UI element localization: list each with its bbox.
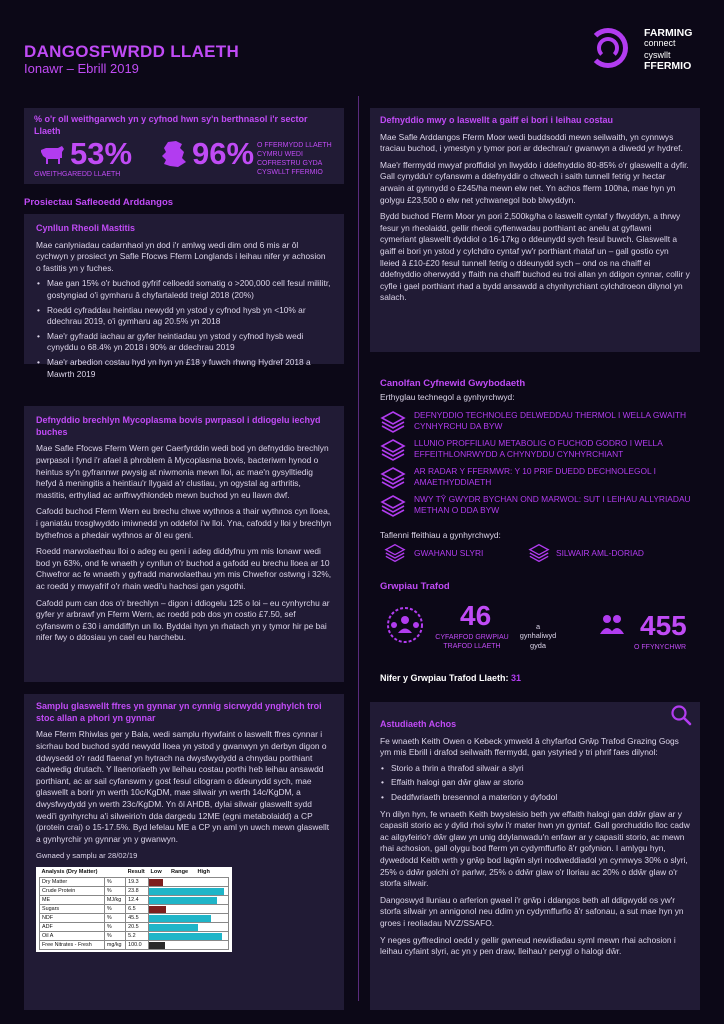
- table-cell: ME: [40, 896, 105, 905]
- article-link[interactable]: LLUNIO PROFFILIAU METABOLIG O FUCHOD GODRO I WELLA EFFEITHLONRWYDD A CHYNYDDU CYNHYRCHIANT: [414, 438, 663, 459]
- grazed-grass-title: Defnyddio mwy o laswellt a gaiff ei bori i leihau costau: [380, 115, 614, 125]
- table-cell: [149, 923, 229, 932]
- sampled-date: Gwnaed y samplu ar 28/02/19: [36, 851, 138, 861]
- grass-analysis-table: [36, 867, 232, 953]
- range-bar: [149, 888, 224, 895]
- table-cell: 6.5: [126, 905, 149, 914]
- table-cell: 5.2: [126, 932, 149, 941]
- registered-farms-percent: 96%: [192, 136, 255, 171]
- paragraph: Cafodd pum can dos o'r brechlyn – digon i ddiogelu 125 o loi – eu cynhyrchu ar gyfer yr arbrawf yn Fferm Wern, ac roedd pob dos yn costio £7.50, sef cyfanswm o £30 i amddiffyn un llo. Byddai hyn yn rhatach yn y tymor hir pe bai nifer fwy o ddosiau yn cael eu harchebu.: [36, 597, 330, 643]
- group-people-icon: [380, 605, 430, 645]
- connector-label: a gynhaliwyd gyda: [519, 622, 557, 650]
- list-item: • Mae'r arbedion costau hyd yn hyn yn £18 y fuwch rhwng Hydref 2018 a Mawrth 2019: [36, 357, 332, 380]
- table-row: [40, 905, 229, 914]
- case-study-intro: Fe wnaeth Keith Owen o Kebeck ymweld â chyfarfod Grŵp Trafod Grazing Gogs ym mis Ebrill i drafod seilwaith ffermydd, gan ystyried y tri phrif faes dilynol:: [380, 735, 679, 758]
- paragraph: Dangoswyd lluniau o arferion gwael i'r grŵp i ddangos beth all ddigwydd os yw'r storfa silwair yn annigonol neu ddim yn cydymffurfio â'r safonau, a sut mae hyn yn groes i reoliadau NVZ/SSAFO.: [380, 894, 684, 928]
- table-cell: Free Nitrates - Fresh: [40, 941, 105, 950]
- discussion-groups-heading: Grwpiau Trafod: [380, 581, 450, 592]
- table-cell: 20.5: [126, 923, 149, 932]
- list-item: • Storio a thrin a thrafod silwair a slyri: [380, 763, 690, 775]
- paragraph: Mae Fferm Rhiwlas ger y Bala, wedi samplu rhywfaint o laswellt ffres cynnar i sicrhau bod buchod sydd newydd lloea yn ystod y gwanwyn yn derbyn digon o ddwysedd o'r radd flaenaf yn hytrach na dwysfwydydd a chnydau porthiant cadwedig drutach. Y llaenoriaeth yw lleihau costau porthi heb leihau ansawdd porthiant, ac ar sail cyfanswm y gost fesul cilogram o ddeunydd sych, mae glaswellt a borir yn werth 10c/KgDM, mae silwair yn werth 14c/KgDM, a dwysfwydydd yn werth 23c/KgDM. Yn ôl AHDB, dylai silwair glaswellt sydd wedi'i gynhyrchu a'i silweirio'n dda dargedu 12ME (egni metabolaidd) a CP (protein crai) o 15-17.5%. Byd lefelau ME a CP yn aml yn uwch mewn glaswellt a gynhyrchir yn gynnar yn y gwanwyn.: [36, 729, 330, 844]
- list-item: • Deddfwriaeth bresennol a materion y dyfodol: [380, 792, 690, 804]
- table-cell: [149, 896, 229, 905]
- mycoplasma-title: Defnyddio brechlyn Mycoplasma bovis pwrpasol i ddiogelu iechyd buches: [36, 415, 321, 437]
- table-cell: [149, 914, 229, 923]
- group-count: Nifer y Grwpiau Trafod Llaeth: 31: [380, 673, 522, 683]
- column-divider: [358, 96, 359, 1001]
- table-row: [40, 878, 229, 887]
- layers-icon: [380, 438, 406, 462]
- paragraph: Mae Safle Arddangos Fferm Moor wedi buddsoddi mewn seilwaith, yn cynnwys traciau buchod, i ymestyn y tymor pori ar ddechrau'r gwanwyn a diwedd yr hydref.: [380, 131, 683, 154]
- range-bar: [149, 897, 217, 904]
- mycoplasma-panel: [24, 406, 344, 682]
- list-item: • Mae'r gyfradd iachau ar gyfer heintiadau yn ystod y cyfnod hysb wedi cynyddu o 68.4% yn 2018 i 90% ar ddechrau 2019: [36, 331, 332, 354]
- article-link[interactable]: DEFNYDDIO TECHNOLEG DELWEDDAU THERMOL I WELLA GWAITH CYNHYRCHU DA BYW: [414, 410, 687, 431]
- case-study-panel: [370, 702, 700, 1010]
- table-row: [40, 923, 229, 932]
- table-cell: %: [104, 887, 125, 896]
- pasture-title: Samplu glaswellt ffres yn gynnar yn cynnig sicrwydd ynghylch troi stoc allan a phori yn gynnar: [36, 701, 322, 723]
- table-cell: %: [104, 932, 125, 941]
- registered-farms-label: O FFERMYDD LLAETH CYMRU WEDI COFRESTRU GYDA CYSWLLT FFERMIO: [257, 142, 332, 177]
- range-bar: [149, 942, 165, 949]
- dairy-activity-percent: 53%: [70, 136, 133, 171]
- mastitis-bullets: [36, 278, 332, 380]
- table-cell: [149, 878, 229, 887]
- table-cell: 100.0: [126, 941, 149, 950]
- dairy-activity-label: GWEITHGAREDD LLAETH: [34, 171, 121, 178]
- layers-icon: [384, 543, 406, 563]
- range-bar: [149, 879, 163, 886]
- layers-icon: [380, 466, 406, 490]
- paragraph: Y neges gyffredinol oedd y gellir gwneud newidiadau syml mewn rhai achosion i leihau cyfaint slyri, ac yn y pen draw, lleihau'r perygl o halogi dŵr.: [380, 934, 676, 957]
- table-cell: [149, 941, 229, 950]
- stats-panel: [24, 108, 344, 184]
- table-row: [40, 896, 229, 905]
- grazed-grass-panel: [370, 108, 700, 352]
- paragraph: Cafodd buchod Fferm Wern eu brechu chwe wythnos a thair wythnos cyn lloea, i ganiatáu trosglwyddo imiwnedd yn oddefol i'w lloi. Yna, cafodd y lloi y brechlyn bythefnos a phedair wythnos ar ôl eu geni.: [36, 506, 332, 540]
- demo-sites-heading: Prosiectau Safleoedd Arddangos: [24, 197, 174, 208]
- table-cell: MJ/kg: [104, 896, 125, 905]
- pasture-sampling-panel: [24, 694, 344, 1010]
- attendees-label: O FFYNYCHWR: [634, 644, 687, 651]
- factsheet-link[interactable]: SILWAIR AML-DORIAD: [556, 548, 644, 558]
- cow-icon: [38, 144, 66, 166]
- table-cell: %: [104, 905, 125, 914]
- meetings-label: CYFARFOD GRWPIAU TRAFOD LLAETH: [435, 634, 509, 650]
- table-cell: Dry Matter: [40, 878, 105, 887]
- table-cell: 23.8: [126, 887, 149, 896]
- stats-title: % o'r oll weithgarwch yn y cyfnod hwn sy'n berthnasol i'r sector Llaeth: [34, 114, 308, 136]
- page-title: DANGOSFWRDD LLAETH: [24, 42, 240, 61]
- range-bar: [149, 924, 198, 931]
- list-item: • Effaith halogi gan dŵr glaw ar storio: [380, 777, 690, 789]
- table-cell: Oil A: [40, 932, 105, 941]
- table-header: [104, 869, 125, 878]
- table-cell: Crude Protein: [40, 887, 105, 896]
- mastitis-title: Cynllun Rheoli Mastitis: [36, 223, 136, 233]
- list-item: • Roedd cyfraddau heintiau newydd yn ystod y cyfnod hysb yn <10% ar ddechrau 2019, o'i gymharu ag 20.5% yn 2018: [36, 305, 332, 328]
- case-study-bullets: [380, 763, 690, 804]
- table-cell: mg/kg: [104, 941, 125, 950]
- mastitis-intro: Mae canlyniadau cadarnhaol yn dod i'r amlwg wedi dim ond 6 mis ar ôl cychwyn y prosiect yn Safle Ffocws Fferm Longlands i leihau nifer yr achosion o fastitis yn y fuches.: [36, 239, 326, 273]
- paragraph: Bydd buchod Fferm Moor yn pori 2,500kg/ha o laswellt cyntaf y flwyddyn, a thrwy fesur yn rheolaidd, gellir rheoli cyflenwadau porthiant ac anelu at gyflawni cymeriant glaswellt dyddiol o 16-17kg o ddeunydd sych fesul buwch. Glaswellt a gaiff ei bori yn ystod y cylchdro cyntaf yw'r porthiant rhataf un – gall gostio cyn lleied â £10-£20 fesul tunnell fetrig o ddeunydd sych – ond os na chaiff ei ddefnyddio oherwydd y ffaith na chaiff buchod eu troi allan yn ddigon cynnar, collir y cyfle i gael porthiant rhad a bydd ansawdd a chynhyrchiant cylchdroeon dilynol yn salach.: [380, 211, 690, 303]
- meetings-count: 46: [460, 600, 492, 631]
- table-cell: 45.5: [126, 914, 149, 923]
- range-bar: [149, 906, 166, 913]
- table-header: Result: [127, 869, 145, 876]
- articles-intro: Erthyglau technegol a gynhyrchwyd:: [380, 392, 515, 402]
- table-cell: %: [104, 878, 125, 887]
- attendees-icon: [598, 612, 626, 638]
- table-cell: 12.4: [126, 896, 149, 905]
- range-bar: [149, 915, 211, 922]
- magnifier-icon: [670, 704, 692, 726]
- table-cell: [149, 905, 229, 914]
- layers-icon: [380, 494, 406, 518]
- table-cell: %: [104, 923, 125, 932]
- paragraph: Mae'r ffermydd mwyaf proffidiol yn llwyddo i ddefnyddio 80-85% o'r glaswellt a dyfir. Gall cynyddu'r cyfanswm a ddefnyddir o chwech i saith tunnell fetrig yr hectar arwain at gynnydd o £245/ha mewn elw net. Yn achos fferm 100ha, mae hyn yn golygu £23,500 o elw net ychwanegol bob blwyddyn.: [380, 159, 689, 205]
- table-row: [40, 932, 229, 941]
- logo-inner-ring-icon: [597, 37, 619, 59]
- table-row: [40, 914, 229, 923]
- mastitis-panel: [24, 214, 344, 379]
- table-cell: %: [104, 914, 125, 923]
- layers-icon: [528, 543, 550, 563]
- knowledge-centre-heading: Canolfan Cyfnewid Gwybodaeth: [380, 378, 526, 389]
- table-cell: Sugars: [40, 905, 105, 914]
- case-study-title: Astudiaeth Achos: [380, 719, 457, 729]
- factsheets-intro: Taflenni ffeithiau a gynhyrchwyd:: [380, 530, 501, 540]
- farming-connect-logo: FARMING connect cyswllt FFERMIO: [588, 22, 710, 82]
- article-link[interactable]: AR RADAR Y FFERMWR: Y 10 PRIF DUEDD DECHNOLEGOL I AMAETHYDDIAETH: [414, 466, 656, 487]
- table-header: Analysis (Dry Matter): [41, 869, 98, 876]
- table-body: [40, 878, 229, 950]
- layers-icon: [380, 410, 406, 434]
- list-item: • Mae gan 15% o'r buchod gyfrif celloedd somatig o >200,000 cell fesul mililitr, gostyngiad o'i gymharu â chyfartaledd treigl 2018 (20%): [36, 278, 332, 301]
- table-row: [40, 941, 229, 950]
- wales-map-icon: [160, 140, 190, 168]
- table-header: Low Range High: [150, 869, 210, 876]
- range-bar: [149, 933, 222, 940]
- table-cell: 19.3: [126, 878, 149, 887]
- paragraph: Yn dilyn hyn, fe wnaeth Keith bwysleisio beth yw effaith halogi gan ddŵr glaw ar y capasiti storio ac y dylid rhoi sylw i'r mater hwn yn gyntaf. Gall gorchuddio lloc cadw ac ailgyfeirio'r dŵr glaw yn unig ddylanwadu'n enfawr ar y capasiti storio, ac mewn rhai achosion, gall olygu bod fferm yn cydymffurfio â'r gofynion. I amlygu hyn, dywedodd Keith wrth y grŵp bod lagŵn slyri nodweddiadol yn cynnwys 30% o slyri, 25% o ddŵr golchi o'r parlwr, 25% o ddŵr glaw o'r lloriau ac 20% o ddŵr glaw o'r storfa silwair.: [380, 808, 690, 889]
- paragraph: Mae Safle Ffocws Fferm Wern ger Caerfyrddin wedi bod yn defnyddio brechlyn pwrpasol i fynd i'r afael â phroblem â Mycoplasma bovis, bacteriwm hynod o heintus sy'n gyfrannwr pwysig at niwmonia mewn lloi, ac mae'n gysylltiedig hefyd â meningitis a heintiau'r llygaid a'r clustiau, yn ogystal ag arthritis, mastitis, erthyliad ac anffrwythlondeb mewn buchod yn eu llawn dwf.: [36, 443, 329, 500]
- paragraph: Roedd marwolaethau lloi o adeg eu geni i adeg diddyfnu ym mis Ionawr wedi bod yn 63%, ond fe wnaeth y cynllun o'r buchod a gafodd eu brechu lloea ar 10 Chwefror ac fe wnaeth y gyfradd marwolaethau ym mis Chwefror ostwng i 32%, ac roedd y mwyafrif o'r rhain wedi'u hachosi gan ysgothi.: [36, 546, 332, 591]
- table-cell: [149, 887, 229, 896]
- article-link[interactable]: NWY TŶ GWYDR BYCHAN OND MARWOL: SUT I LEIHAU ALLYRIADAU METHAN O DDA BYW: [414, 494, 691, 515]
- page-subtitle: Ionawr – Ebrill 2019: [24, 61, 139, 76]
- table-row: [40, 887, 229, 896]
- factsheet-link[interactable]: GWAHANU SLYRI: [414, 548, 484, 558]
- table-header-row: [40, 869, 229, 878]
- table-cell: ADF: [40, 923, 105, 932]
- table-cell: [149, 932, 229, 941]
- table-cell: NDF: [40, 914, 105, 923]
- attendees-count: 455: [640, 610, 687, 641]
